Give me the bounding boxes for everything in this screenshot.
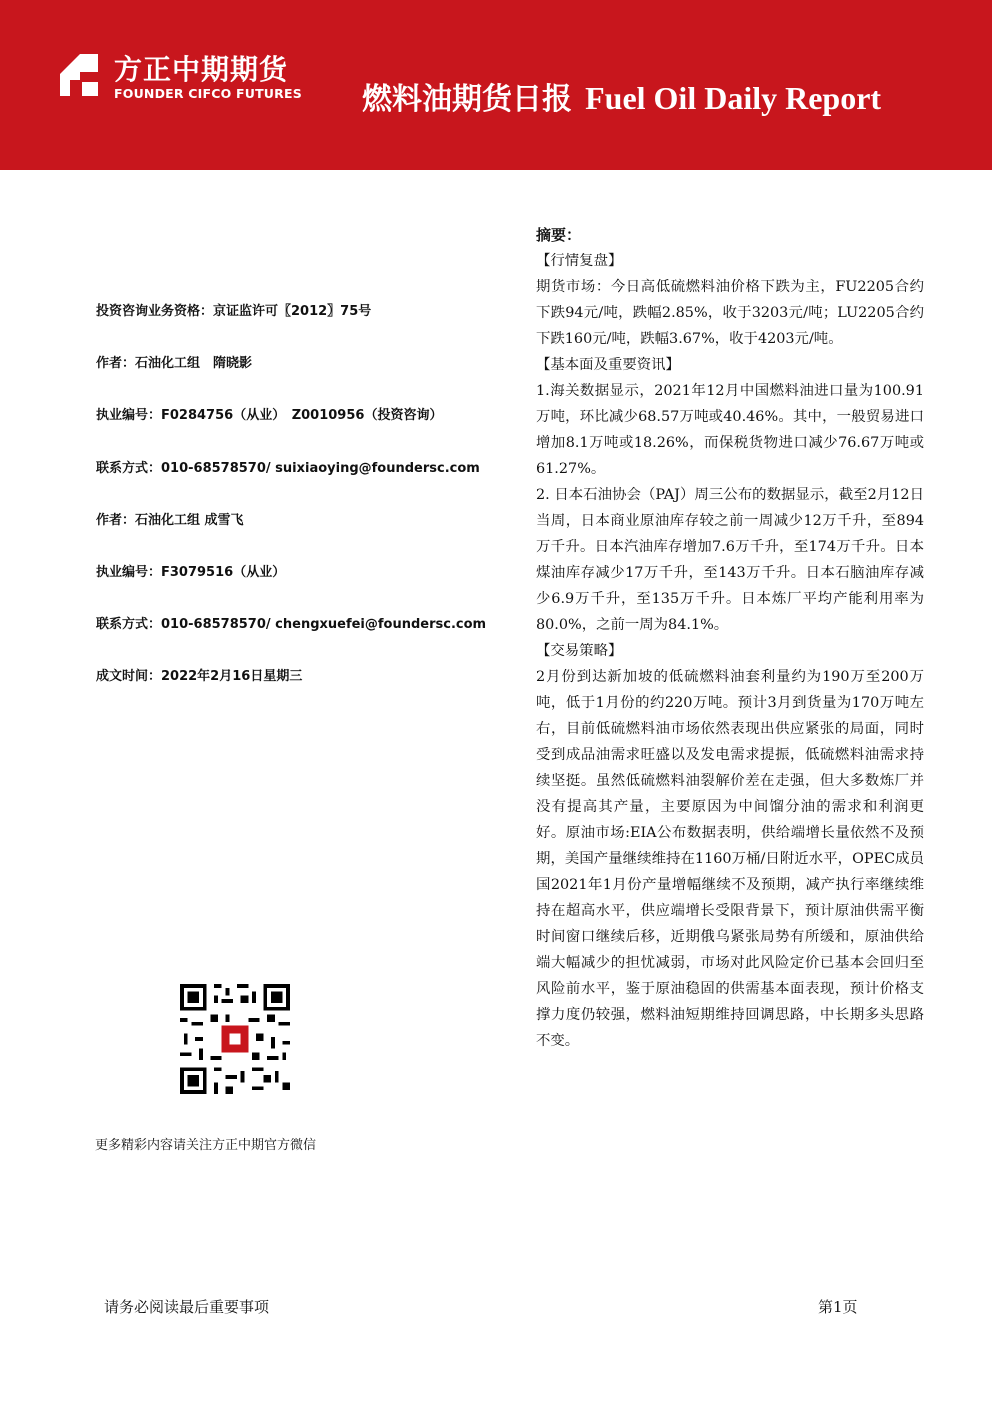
page-number: 第1页 xyxy=(818,1298,858,1316)
fundamentals-paragraph-1: 1.海关数据显示，2021年12月中国燃料油进口量为100.91万吨，环比减少68.57万吨或40.46%。其中，一般贸易进口增加8.1万吨或18.26%，而保税货物进口减少76.67万吨或61.27%。 xyxy=(536,383,924,477)
report-title-en: Fuel Oil Daily Report xyxy=(585,80,882,116)
cert-1: 执业编号：F0284756（从业） Z0010956（投资咨询） xyxy=(96,408,443,423)
section-title-market: 【行情复盘】 xyxy=(536,253,623,269)
fundamentals-paragraph-2: 2. 日本石油协会（PAJ）周三公布的数据显示，截至2月12日当周，日本商业原油库存较之前一周减少12万千升，至894万千升。日本汽油库存增加7.6万千升，至174万千升。日本煤油库存减少17万千升，至143万千升。日本石脑油库存减少6.9万千升，至135万千升。日本炼厂平均产能利用率为80.0%，之前一周为84.1%。 xyxy=(536,487,924,633)
report-title xyxy=(362,74,881,118)
brand-name-cn: 方正中期期货 xyxy=(114,53,289,86)
brand-name-en: FOUNDER CIFCO FUTURES xyxy=(114,86,302,101)
report-header xyxy=(0,0,992,170)
footer-notice: 请务必阅读最后重要事项 xyxy=(104,1298,270,1316)
contact-1: 联系方式：010-68578570/ suixiaoying@foundersc.com xyxy=(96,461,480,476)
author-1: 作者：石油化工组 隋晓影 xyxy=(96,356,253,371)
section-title-strategy: 【交易策略】 xyxy=(536,643,623,659)
strategy-text: 2月份到达新加坡的低硫燃料油套利量约为190万至200万吨，低于1月份的约220万吨。预计3月到货量为170万吨左右，目前低硫燃料油市场依然表现出供应紧张的局面，同时受到成品油需求旺盛以及发电需求提振，低硫燃料油需求持续坚挺。虽然低硫燃料油裂解价差在走强，但大多数炼厂并没有提高其产量，主要原因为中间馏分油的需求和利润更好。原油市场:EIA公布数据表明，供给端增长量依然不及预期，美国产量继续维持在1160万桶/日附近水平，OPEC成员国2021年1月份产量增幅继续不及预期，减产执行率继续维持在超高水平，供应端增长受限背景下，预计原油供需平衡时间窗口继续后移，近期俄乌紧张局势有所缓和，原油供给端大幅减少的担忧减弱，市场对此风险定价已基本会回归至风险前水平，鉴于原油稳固的供需基本面表现，预计价格支撑力度仍较强，燃料油短期维持回调思路，中长期多头思路不变。 xyxy=(536,669,924,1049)
summary-section xyxy=(536,222,924,1054)
contact-2: 联系方式：010-68578570/ chengxuefei@foundersc.com xyxy=(96,617,487,632)
publish-date: 成文时间：2022年2月16日星期三 xyxy=(96,669,303,684)
section-title-fundamentals: 【基本面及重要资讯】 xyxy=(536,357,680,373)
qr-code-icon xyxy=(180,984,290,1094)
summary-heading: 摘要： xyxy=(536,226,582,244)
founder-logo-icon xyxy=(56,52,102,98)
author-2: 作者：石油化工组 成雪飞 xyxy=(96,513,244,528)
report-title-cn: 燃料油期货日报 xyxy=(362,82,572,117)
market-review-text: 期货市场：今日高低硫燃料油价格下跌为主，FU2205合约下跌94元/吨，跌幅2.85%，收于3203元/吨；LU2205合约下跌160元/吨，跌幅3.67%，收于4203元/吨。 xyxy=(536,279,924,347)
qr-caption: 更多精彩内容请关注方正中期官方微信 xyxy=(95,1138,317,1153)
license-info: 投资咨询业务资格：京证监许可〖2012〗75号 xyxy=(96,304,372,319)
cert-2: 执业编号：F3079516（从业） xyxy=(96,565,286,580)
